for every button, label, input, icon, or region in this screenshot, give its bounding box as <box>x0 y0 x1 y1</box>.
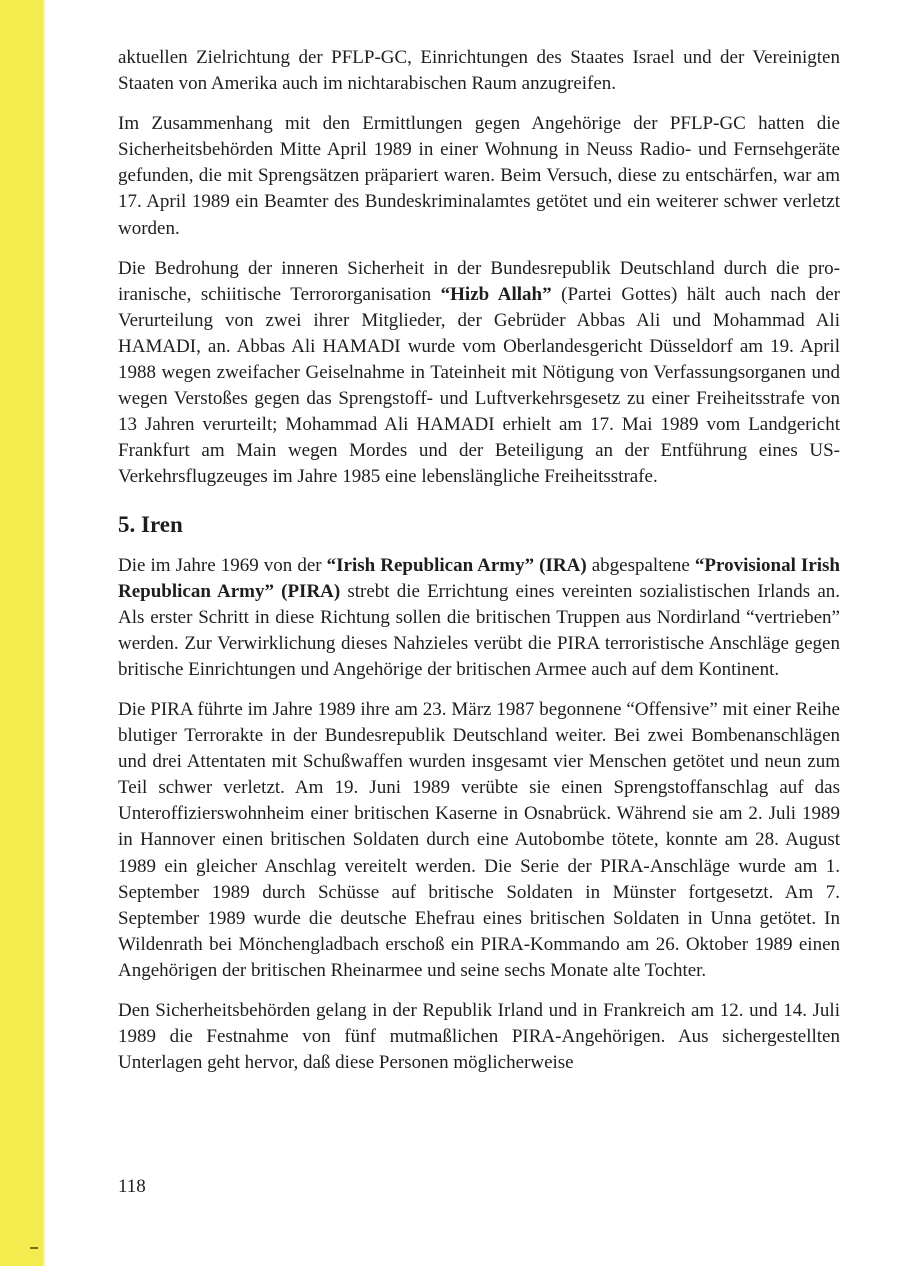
hizb-text-1: Die Bedrohung der inneren Sicherheit in der Bundesrepublik Deutschland durch die pro-iranische, schiitische Terrororganisation <box>118 257 840 305</box>
hizb-allah-name: “Hizb Allah” <box>440 283 552 305</box>
margin-strip-edge <box>42 0 46 1266</box>
paragraph-arrests: Den Sicherheitsbehörden gelang in der Republik Irland und in Frankreich am 12. und 14. Juli 1989 die Festnahme von fünf mutmaßlichen PIRA-Angehörigen. Aus sichergestellten Unterlagen geht hervor, daß diese Personen möglicherweise <box>118 1000 840 1074</box>
pira-text-3: strebt die Errichtung eines vereinten sozialistischen Irlands an. Als erster Schritt in diese Richtung sollen die britischen Truppen aus Nordirland “vertrieben” werden. Zur Verwirklichung dieses Nahzieles verübt die PIRA terroristische Anschläge gegen britische Einrichtungen und Angehörige der britischen Armee auch auf dem Kontinent. <box>118 580 840 680</box>
pira-text-1: Die im Jahre 1969 von der <box>118 554 327 576</box>
yellow-margin-strip <box>0 0 46 1266</box>
paragraph-hizb-allah <box>118 256 840 491</box>
page-body <box>118 45 840 1090</box>
pira-text-2: abgespaltene <box>586 554 695 576</box>
paragraph-pira-offensive: Die PIRA führte im Jahre 1989 ihre am 23. März 1987 begonnene “Offensive” mit einer Reihe blutiger Terrorakte in der Bundesrepublik Deutschland weiter. Bei zwei Bombenanschlägen und drei Attentaten mit Schußwaffen wurden insgesamt vier Menschen getötet und neun zum Teil schwer verletzt. Am 19. Juni 1989 verübte sie einen Sprengstoffanschlag auf das Unteroffizierswohnheim einer britischen Kaserne in Osnabrück. Während sie am 2. Juli 1989 in Hannover einen britischen Soldaten durch eine Autobombe tötete, konnte am 28. August 1989 ein gleicher Anschlag vereitelt werden. Die Serie der PIRA-Anschläge wurde am 1. September 1989 durch Schüsse auf britische Soldaten in Münster fortgesetzt. Am 7. September 1989 wurde die deutsche Ehefrau eines britischen Soldaten in Unna getötet. In Wildenrath bei Mönchengladbach erschoß ein PIRA-Kommando am 26. Oktober 1989 einen Angehörigen der britischen Rheinarmee und seine sechs Monate alte Tochter. <box>118 698 840 981</box>
page-number: 118 <box>118 1176 146 1197</box>
paragraph-pira-intro <box>118 553 840 683</box>
paragraph-neuss: Im Zusammenhang mit den Ermittlungen gegen Angehörige der PFLP-GC hatten die Sicherheitsbehörden Mitte April 1989 in einer Wohnung in Neuss Radio- und Fernsehgeräte gefunden, die mit Sprengsätzen präpariert waren. Beim Versuch, diese zu entschärfen, war am 17. April 1989 ein Beamter des Bundeskriminalamtes getötet und ein weiterer schwer verletzt worden. <box>118 113 840 239</box>
scan-speck <box>30 1247 38 1249</box>
pira-name: “Provisional Irish Republican Army” (PIRA) <box>118 554 840 602</box>
hizb-text-2: (Partei Gottes) hält auch nach der Verurteilung von zwei ihrer Mitglieder, der Gebrüder Abbas Ali und Mohammad Ali HAMADI, an. Abbas Ali HAMADI wurde vom Oberlandesgericht Düsseldorf am 19. April 1988 wegen zweifacher Geiselnahme in Tateinheit mit Nötigung von Verfassungsorganen und wegen Verstoßes gegen das Sprengstoff- und Luftverkehrsgesetz zu einer Freiheitsstrafe von 13 Jahren verurteilt; Mohammad Ali HAMADI erhielt am 17. Mai 1989 vom Landgericht Frankfurt am Main wegen Mordes und der Beteiligung an der Entführung eines US-Verkehrsflugzeuges im Jahre 1985 eine lebenslängliche Freiheitsstrafe. <box>118 283 841 488</box>
section-heading-iren: 5. Iren <box>118 511 183 537</box>
paragraph-pflp-intro: aktuellen Zielrichtung der PFLP-GC, Einrichtungen des Staates Israel und der Vereinigten Staaten von Amerika auch im nichtarabischen Raum anzugreifen. <box>118 47 840 95</box>
ira-name: “Irish Republican Army” (IRA) <box>326 554 587 576</box>
